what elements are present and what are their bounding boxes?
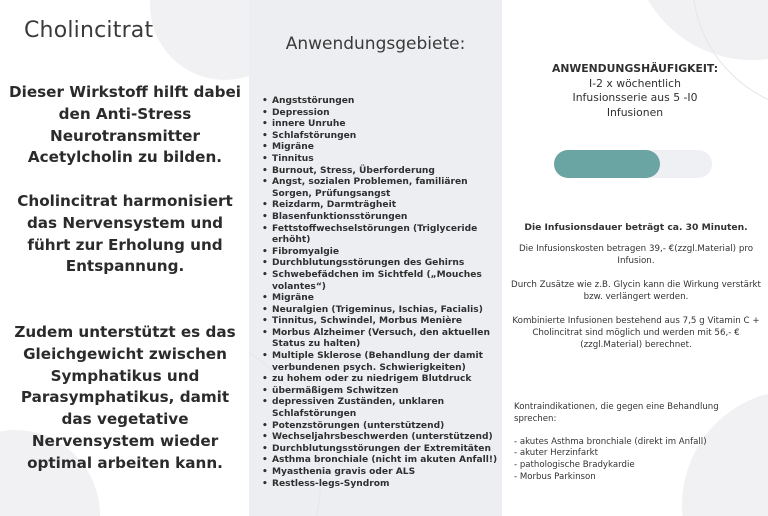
indication-item [261,119,501,131]
bullet-icon: • [262,467,268,477]
bullet-icon: • [262,432,268,443]
indication-item [261,131,501,143]
indication-item [261,467,501,479]
indication-label: Angst, sozialen Problemen, familiären Sorgen, Prüfungsangst [272,177,468,199]
bullet-icon: • [262,96,268,106]
bullet-icon: • [262,385,268,396]
bullet-icon: • [262,165,268,176]
frequency-heading: ANWENDUNGSHÄUFIGKEIT: [551,62,719,75]
indication-label: Tinnitus, Schwindel, Morbus Menière [272,316,463,327]
indication-item [261,397,501,420]
indication-item [261,247,501,259]
indications-heading: Anwendungsgebiete: [285,34,466,54]
indication-label: depressiven Zuständen, unklaren Schlafstörungen [272,397,445,420]
bullet-icon: • [262,153,268,164]
frequency-line: Infusionsserie aus 5 -I0 [572,91,698,105]
bullet-icon: • [262,211,268,222]
bullet-icon: • [262,293,268,304]
indication-label: Fibromyalgie [272,246,340,257]
contraindication-item: - akuter Herzinfarkt [514,448,598,459]
indication-item [261,421,501,433]
indication-label: Morbus Alzheimer (Versuch, den aktuellen Status zu halten) [272,327,490,350]
indication-label: Wechseljahrsbeschwerden (unterstützend) [272,432,493,443]
indication-item [261,142,501,154]
contraindication-item: - Morbus Parkinson [514,471,596,482]
indication-label: Reizdarm, Darmträgheit [272,200,397,211]
indication-item [261,270,501,293]
indication-label: Multiple Sklerose (Behandlung der damit verbundenen psych. Schwierigkeiten) [272,351,483,373]
bullet-icon: • [262,374,268,385]
indication-item [261,479,501,491]
frequency-line: I-2 x wöchentlich [589,76,681,90]
indication-label: zu hohem oder zu niedrigem Blutdruck [272,374,472,385]
indication-item [261,374,501,386]
bullet-icon: • [262,107,268,118]
cost-text: Die Infusionskosten betragen 39,- €(zzgl.Material) pro Infusion. [518,244,754,266]
frequency-line: Infusionen [606,105,664,119]
indication-label: Asthma bronchiale (nicht im akuten Anfall!) [272,455,498,466]
bullet-icon: • [262,327,268,338]
indication-item [261,293,501,305]
indication-item [261,96,501,108]
indication-item [261,212,501,224]
indication-label: Depression [272,107,330,118]
product-title: Cholincitrat [24,18,154,43]
bullet-icon: • [262,258,268,269]
indication-item [261,224,501,247]
bullet-icon: • [262,351,268,362]
indication-label: Schlafstörungen [272,130,357,141]
bullet-icon: • [262,200,268,211]
bullet-icon: • [262,130,268,141]
bullet-icon: • [262,455,268,466]
indication-label: Burnout, Stress, Überforderung [272,165,435,176]
contraindication-item: - akutes Asthma bronchiale (direkt im Anfall) [514,436,707,447]
bullet-icon: • [262,478,268,489]
bullet-icon: • [262,420,268,431]
bullet-icon: • [262,316,268,327]
indication-item [261,154,501,166]
indication-label: übermäßigem Schwitzen [272,385,399,396]
decorative-circle [150,0,249,80]
bullet-icon: • [262,304,268,315]
effect-paragraph: Cholincitrat harmonisiert das Nervensystem und führt zur Erholung und Entspannung. [17,192,233,276]
contraindications-intro: Kontraindikationen, die gegen eine Behandlung sprechen: [514,402,719,424]
progress-bar [554,150,712,178]
indications-list [261,96,501,490]
indication-item [261,328,501,351]
indication-item [261,166,501,178]
balance-paragraph: Zudem unterstützt es das Gleichgewicht zwischen Symphatikus und Parasymphatikus, damit das vegetative Nervensystem wieder optimal arbeiten kann. [14,323,236,472]
indication-item [261,444,501,456]
indication-label: Blasenfunktionsstörungen [272,211,408,222]
frequency-block [502,62,768,120]
indication-label: Angststörungen [272,96,355,106]
bullet-icon: • [262,119,268,130]
indication-item [261,258,501,270]
contraindications-list [514,437,750,484]
indication-label: Myasthenia gravis oder ALS [272,467,416,477]
indication-label: Migräne [272,293,314,304]
indication-label: Durchblutungsstörungen des Gehirns [272,258,465,269]
bullet-icon: • [262,269,268,280]
indication-label: Restless-legs-Syndrom [272,478,390,489]
indication-label: Tinnitus [272,153,314,164]
indication-item [261,108,501,120]
indication-item [261,351,501,374]
indication-label: Fettstoffwechselstörungen (Triglyceride erhöht) [272,223,478,246]
additions-text: Durch Zusätze wie z.B. Glycin kann die Wirkung verstärkt bzw. verlängert werden. [511,280,761,302]
combined-infusion-text: Kombinierte Infusionen bestehend aus 7,5 g Vitamin C + Cholincitrat sind möglich und werden mit 56,- € (zzgl.Material) berechnet. [512,316,760,350]
indication-item [261,386,501,398]
indication-label: Neuralgien (Trigeminus, Ischias, Facialis) [272,304,483,315]
bullet-icon: • [262,223,268,234]
indication-label: Durchblutungsstörungen der Extremitäten [272,443,491,454]
bullet-icon: • [262,246,268,257]
indication-label: Migräne [272,142,314,153]
indication-label: Schwebefädchen im Sichtfeld („Mouches volantes“) [272,269,482,292]
indication-label: innere Unruhe [272,119,346,130]
indication-item [261,200,501,212]
bullet-icon: • [262,443,268,454]
indication-item [261,455,501,467]
intro-paragraph: Dieser Wirkstoff hilft dabei den Anti-Stress Neurotransmitter Acetylcholin zu bilden. [9,83,241,167]
indication-label: Potenzstörungen (unterstützend) [272,420,445,431]
duration-text: Die Infusionsdauer beträgt ca. 30 Minuten. [524,222,748,233]
indication-item [261,305,501,317]
contraindication-item: - pathologische Bradykardie [514,460,635,471]
indication-item [261,316,501,328]
contraindications-block [514,402,750,484]
indication-item [261,432,501,444]
bullet-icon: • [262,142,268,153]
progress-fill [554,150,660,178]
bullet-icon: • [262,397,268,408]
indication-item [261,177,501,200]
bullet-icon: • [262,177,268,188]
